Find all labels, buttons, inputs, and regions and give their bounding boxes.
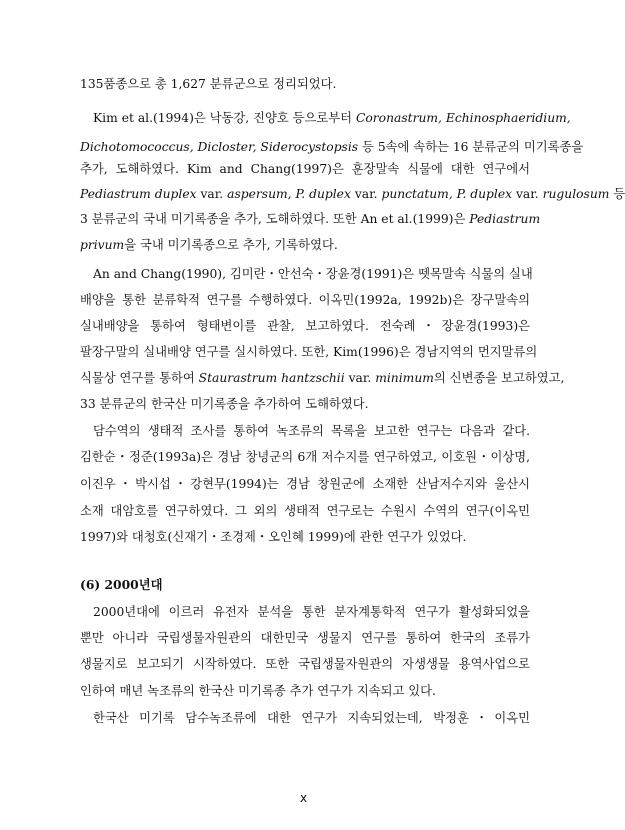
paragraph-5-line-3: 생물지로 보고되기 시작하였다. 또한 국립생물자원관의 자생생물 용역사업으로	[80, 657, 530, 671]
species-name: punctatum, P. duplex	[381, 187, 513, 201]
paragraph-2-line-5	[80, 211, 541, 227]
section-heading: (6) 2000년대	[80, 577, 163, 592]
paragraph-5-line-2: 뿐만 아니라 국립생물자원관의 대한민국 생물지 연구를 통하여 한국의 조류가	[80, 631, 530, 645]
paragraph-3-line-6: 33 분류군의 한국산 미기록종을 추가하여 도해하였다.	[80, 397, 369, 411]
paragraph-2-line-1	[93, 110, 571, 126]
paragraph-6-line-1: 한국산 미기록 담수녹조류에 대한 연구가 지속되었는데, 박정훈・이옥민	[93, 711, 530, 725]
paragraph-3-line-3: 실내배양을 통하여 형태변이를 관찰, 보고하였다. 전숙례・장윤경(1993)은	[80, 319, 530, 333]
text-run: 3 분류군의 국내 미기록종을 추가, 도해하였다. 또한 An et al.(1999)은	[80, 212, 470, 226]
paragraph-1-line-1: 135품종으로 총 1,627 분류군으로 정리되었다.	[80, 77, 337, 91]
paragraph-2-line-3: 추가, 도해하였다. Kim and Chang(1997)은 훈장말속 식물에 대한 연구에서	[80, 162, 530, 176]
species-name: Pediastrum duplex	[80, 187, 197, 201]
paragraph-4-line-1: 담수역의 생태적 조사를 통하여 녹조류의 목록을 보고한 연구는 다음과 같다.	[93, 424, 530, 438]
text-run: 의 신변종을 보고하였고,	[433, 371, 565, 385]
paragraph-3-line-2: 배양을 통한 분류학적 연구를 수행하였다. 이옥민(1992a, 1992b)은 장구말속의	[80, 293, 530, 307]
paragraph-4-line-2: 김한순・정준(1993a)은 경남 창녕군의 6개 저수지를 연구하였고, 이호원・이상명,	[80, 450, 530, 464]
text-run: Kim et al.(1994)은 낙동강, 진양호 등으로부터	[93, 111, 356, 125]
paragraph-4-line-3: 이진우・박시섭・강현무(1994)는 경남 창원군에 소재한 산남저수지와 울산시	[80, 477, 530, 491]
paragraph-3-line-1: An and Chang(1990), 김미란・안선숙・장윤경(1991)은 뗏목말속 식물의 실내	[93, 267, 533, 281]
paragraph-5-line-4: 인하여 매년 녹조류의 한국산 미기록종 추가 연구가 지속되고 있다.	[80, 684, 436, 698]
text-run: 등 5속에 속하는 16 분류군의 미기록종을	[358, 140, 584, 154]
text-run: 식물상 연구를 통하여	[80, 371, 199, 385]
variety-name: minimum	[375, 371, 434, 385]
paragraph-2-line-6	[80, 237, 530, 253]
text-run: 을 국내 미기록종으로 추가, 기록하였다.	[124, 238, 338, 252]
page-number: x	[299, 791, 308, 805]
species-name: rugulosum	[542, 187, 610, 201]
paragraph-3-line-4: 팔장구말의 실내배양 연구를 실시하였다. 또한, Kim(1996)은 경남지역의 먼지말류의	[80, 345, 538, 359]
genus-names: Coronastrum, Echinosphaeridium,	[355, 111, 571, 125]
paragraph-4-line-5: 1997)와 대청호(신재기・조경제・오인혜 1999)에 관한 연구가 있었다.	[80, 530, 467, 544]
genus-names: Dichotomococcus, Dicloster, Siderocystopsis	[80, 140, 359, 154]
paragraph-3-line-5	[80, 370, 565, 386]
text-run: var.	[196, 187, 228, 201]
species-epithet: privum	[80, 238, 125, 252]
species-name: Staurastrum hantzschii	[198, 371, 345, 385]
paragraph-4-line-4: 소재 대암호를 연구하였다. 그 외의 생태적 연구로는 수원시 수역의 연구(이옥민	[80, 504, 530, 518]
text-run: var.	[344, 371, 376, 385]
text-run: var.	[350, 187, 382, 201]
paragraph-2-line-4	[80, 186, 625, 202]
species-name: aspersum, P. duplex	[227, 187, 351, 201]
paragraph-2-line-2	[80, 139, 584, 155]
text-run: var.	[512, 187, 543, 201]
paragraph-5-line-1: 2000년대에 이르러 유전자 분석을 통한 분자계통학적 연구가 활성화되었을	[93, 605, 530, 619]
text-run: 등	[609, 187, 625, 201]
genus-name: Pediastrum	[469, 212, 541, 226]
